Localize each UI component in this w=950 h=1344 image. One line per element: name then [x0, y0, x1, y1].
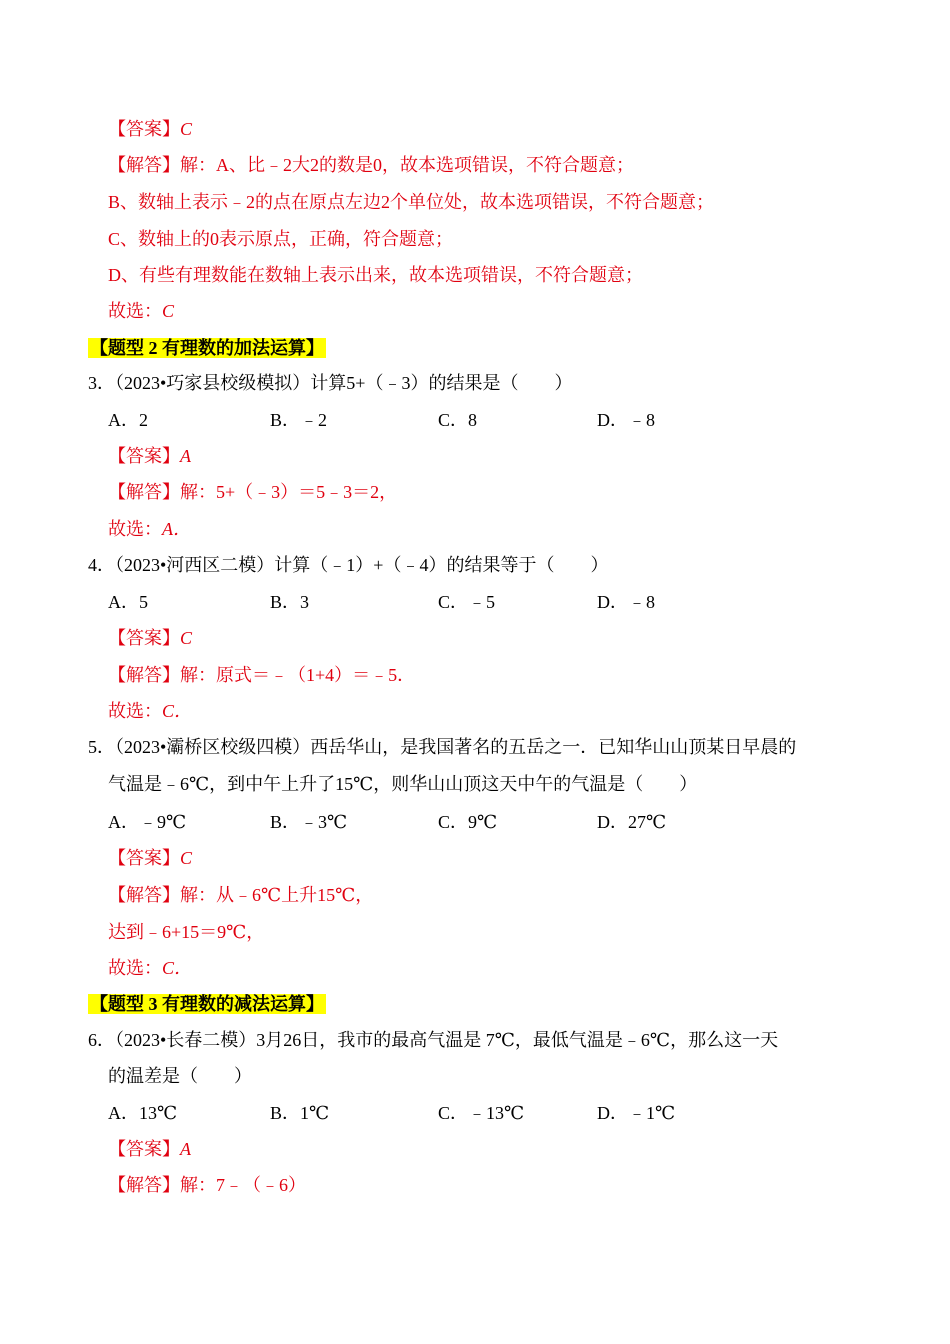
solution-line	[108, 1173, 306, 1197]
answer-label: 【答案】	[108, 628, 180, 648]
question-stem-cont: 的温差是（ ）	[108, 1066, 252, 1086]
solution-line	[108, 883, 373, 907]
answer-label: 【答案】	[108, 1139, 180, 1159]
option-a: A．2	[108, 410, 148, 430]
option-d: D．27℃	[597, 812, 667, 832]
option-d: D．﹣1℃	[597, 1103, 676, 1123]
choose-value: C	[162, 301, 175, 321]
solution-line	[108, 663, 415, 687]
choose-line	[108, 517, 191, 541]
solution-line: D、有些有理数能在数轴上表示出来，故本选项错误，不符合题意；	[108, 265, 643, 285]
solution-line: B、数轴上表示﹣2的点在原点左边2个单位处，故本选项错误，不符合题意；	[108, 192, 715, 212]
choose-label: 故选：	[108, 701, 162, 721]
option-a: A．5	[108, 592, 148, 612]
option-a: A．13℃	[108, 1103, 178, 1123]
question-stem: 6．（2023•长春二模）3月26日，我市的最高气温是 7℃，最低气温是﹣6℃，那么这一天	[88, 1030, 779, 1050]
option-d: D．﹣8	[597, 592, 655, 612]
answer-label: 【答案】	[108, 446, 180, 466]
answer-value: A	[180, 1139, 191, 1159]
choose-line	[108, 699, 192, 723]
choose-line	[108, 956, 192, 980]
answer-value: A	[180, 446, 191, 466]
answer-line	[108, 846, 192, 870]
option-b: B．﹣3℃	[270, 812, 348, 832]
choose-line	[108, 299, 174, 323]
solution-line: C、数轴上的0表示原点，正确，符合题意；	[108, 229, 454, 249]
solution-text: 解：5+（﹣3）＝5﹣3＝2，	[180, 482, 398, 502]
answer-line	[108, 444, 191, 468]
question-stem: 4．（2023•河西区二模）计算（﹣1）+（﹣4）的结果等于（ ）	[88, 555, 609, 575]
option-c: C．9℃	[438, 812, 498, 832]
answer-value: C	[180, 628, 193, 648]
solution-label: 【解答】	[108, 1175, 180, 1195]
solution-label: 【解答】	[108, 885, 180, 905]
solution-label: 【解答】	[108, 665, 180, 685]
answer-value: C	[180, 119, 193, 139]
answer-label: 【答案】	[108, 848, 180, 868]
option-c: C．8	[438, 410, 478, 430]
solution-label: 【解答】	[108, 155, 180, 175]
answer-value: C	[180, 848, 193, 868]
solution-line: 达到﹣6+15＝9℃，	[108, 922, 265, 942]
option-c: C．﹣13℃	[438, 1103, 525, 1123]
question-stem-cont: 气温是﹣6℃，到中午上升了15℃，则华山山顶这天中午的气温是（ ）	[108, 774, 698, 794]
option-c: C．﹣5	[438, 592, 496, 612]
solution-text: 解：原式＝﹣（1+4）＝﹣5．	[180, 665, 416, 685]
section-heading	[88, 992, 326, 1016]
section-heading	[88, 336, 326, 360]
solution-label: 【解答】	[108, 482, 180, 502]
choose-value: A．	[162, 519, 191, 539]
option-b: B．﹣2	[270, 410, 328, 430]
section-title: 【题型 3 有理数的减法运算】	[90, 994, 324, 1014]
answer-line	[108, 626, 192, 650]
solution-text: 解：A、比﹣2大2的数是0，故本选项错误，不符合题意；	[180, 155, 634, 175]
option-d: D．﹣8	[597, 410, 655, 430]
solution-line	[108, 153, 634, 177]
answer-label: 【答案】	[108, 119, 180, 139]
answer-line	[108, 117, 192, 141]
choose-label: 故选：	[108, 958, 162, 978]
question-stem: 3．（2023•巧家县校级模拟）计算5+（﹣3）的结果是（ ）	[88, 373, 573, 393]
choose-label: 故选：	[108, 519, 162, 539]
answer-line	[108, 1137, 191, 1161]
choose-value: C．	[162, 958, 193, 978]
option-a: A．﹣9℃	[108, 812, 187, 832]
section-title: 【题型 2 有理数的加法运算】	[90, 338, 324, 358]
solution-text: 解：从﹣6℃上升15℃，	[180, 885, 374, 905]
option-b: B．1℃	[270, 1103, 330, 1123]
question-stem: 5．（2023•灞桥区校级四模）西岳华山，是我国著名的五岳之一．已知华山山顶某日早晨的	[88, 737, 797, 757]
choose-value: C．	[162, 701, 193, 721]
choose-label: 故选：	[108, 301, 162, 321]
solution-line	[108, 480, 397, 504]
option-b: B．3	[270, 592, 310, 612]
solution-text: 解：7﹣（﹣6）	[180, 1175, 306, 1195]
